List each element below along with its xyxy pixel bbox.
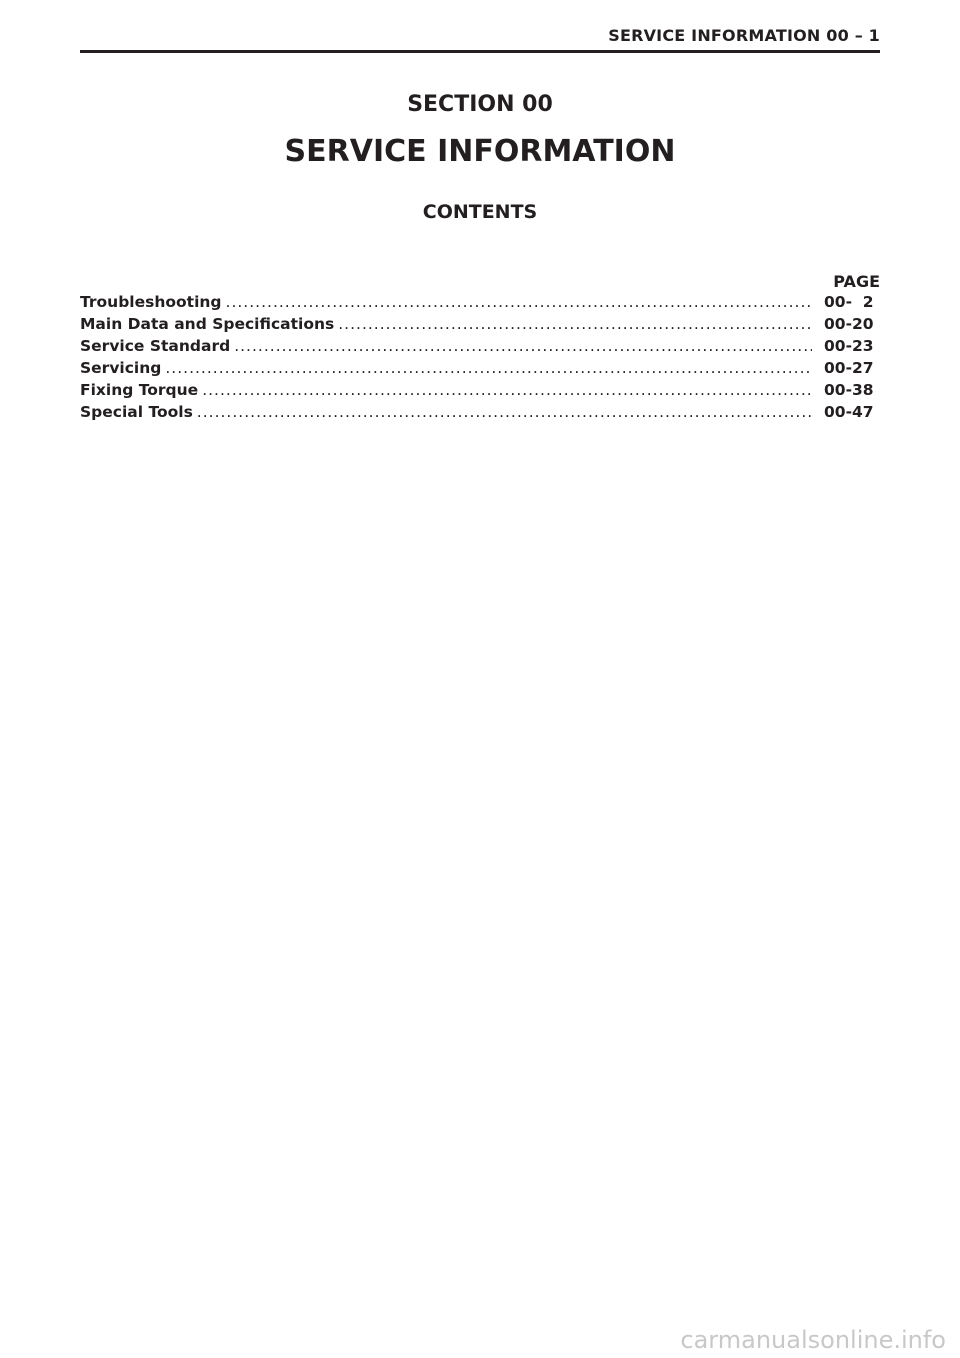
- toc-entry-service-standard[interactable]: [80, 337, 880, 359]
- toc-entry-title: Servicing: [80, 359, 162, 377]
- toc-entry-page: 00-38: [824, 381, 874, 399]
- dot-leader: [202, 381, 812, 399]
- toc-entry-title: Special Tools: [80, 403, 193, 421]
- header-rule: [80, 50, 880, 53]
- toc-entry-title: Fixing Torque: [80, 381, 199, 399]
- contents-heading: CONTENTS: [422, 201, 538, 223]
- dot-leader: [165, 359, 812, 377]
- toc-entry-page: 00-27: [824, 359, 874, 377]
- section-title: SERVICE INFORMATION: [284, 134, 676, 169]
- dot-leader: [197, 403, 812, 421]
- toc-entry-servicing[interactable]: [80, 359, 880, 381]
- page-column-label: PAGE: [833, 272, 880, 291]
- toc-entry-troubleshooting[interactable]: [80, 293, 880, 315]
- toc-entry-fixing-torque[interactable]: [80, 381, 880, 403]
- toc-entry-title: Service Standard: [80, 337, 231, 355]
- toc-entry-title: Main Data and Specifications: [80, 315, 335, 333]
- running-header: SERVICE INFORMATION 00 – 1: [608, 26, 880, 45]
- toc-entry-main-data[interactable]: [80, 315, 880, 337]
- dot-leader: [234, 337, 812, 355]
- dot-leader: [226, 293, 812, 311]
- section-label: SECTION 00: [407, 92, 553, 117]
- table-of-contents: [80, 293, 880, 425]
- toc-entry-title: Troubleshooting: [80, 293, 222, 311]
- toc-entry-page: 00-47: [824, 403, 874, 421]
- toc-entry-page: 00- 2: [824, 293, 874, 311]
- watermark: carmanualsonline.info: [680, 1326, 946, 1354]
- dot-leader: [338, 315, 812, 333]
- toc-entry-special-tools[interactable]: [80, 403, 880, 425]
- toc-entry-page: 00-23: [824, 337, 874, 355]
- toc-entry-page: 00-20: [824, 315, 874, 333]
